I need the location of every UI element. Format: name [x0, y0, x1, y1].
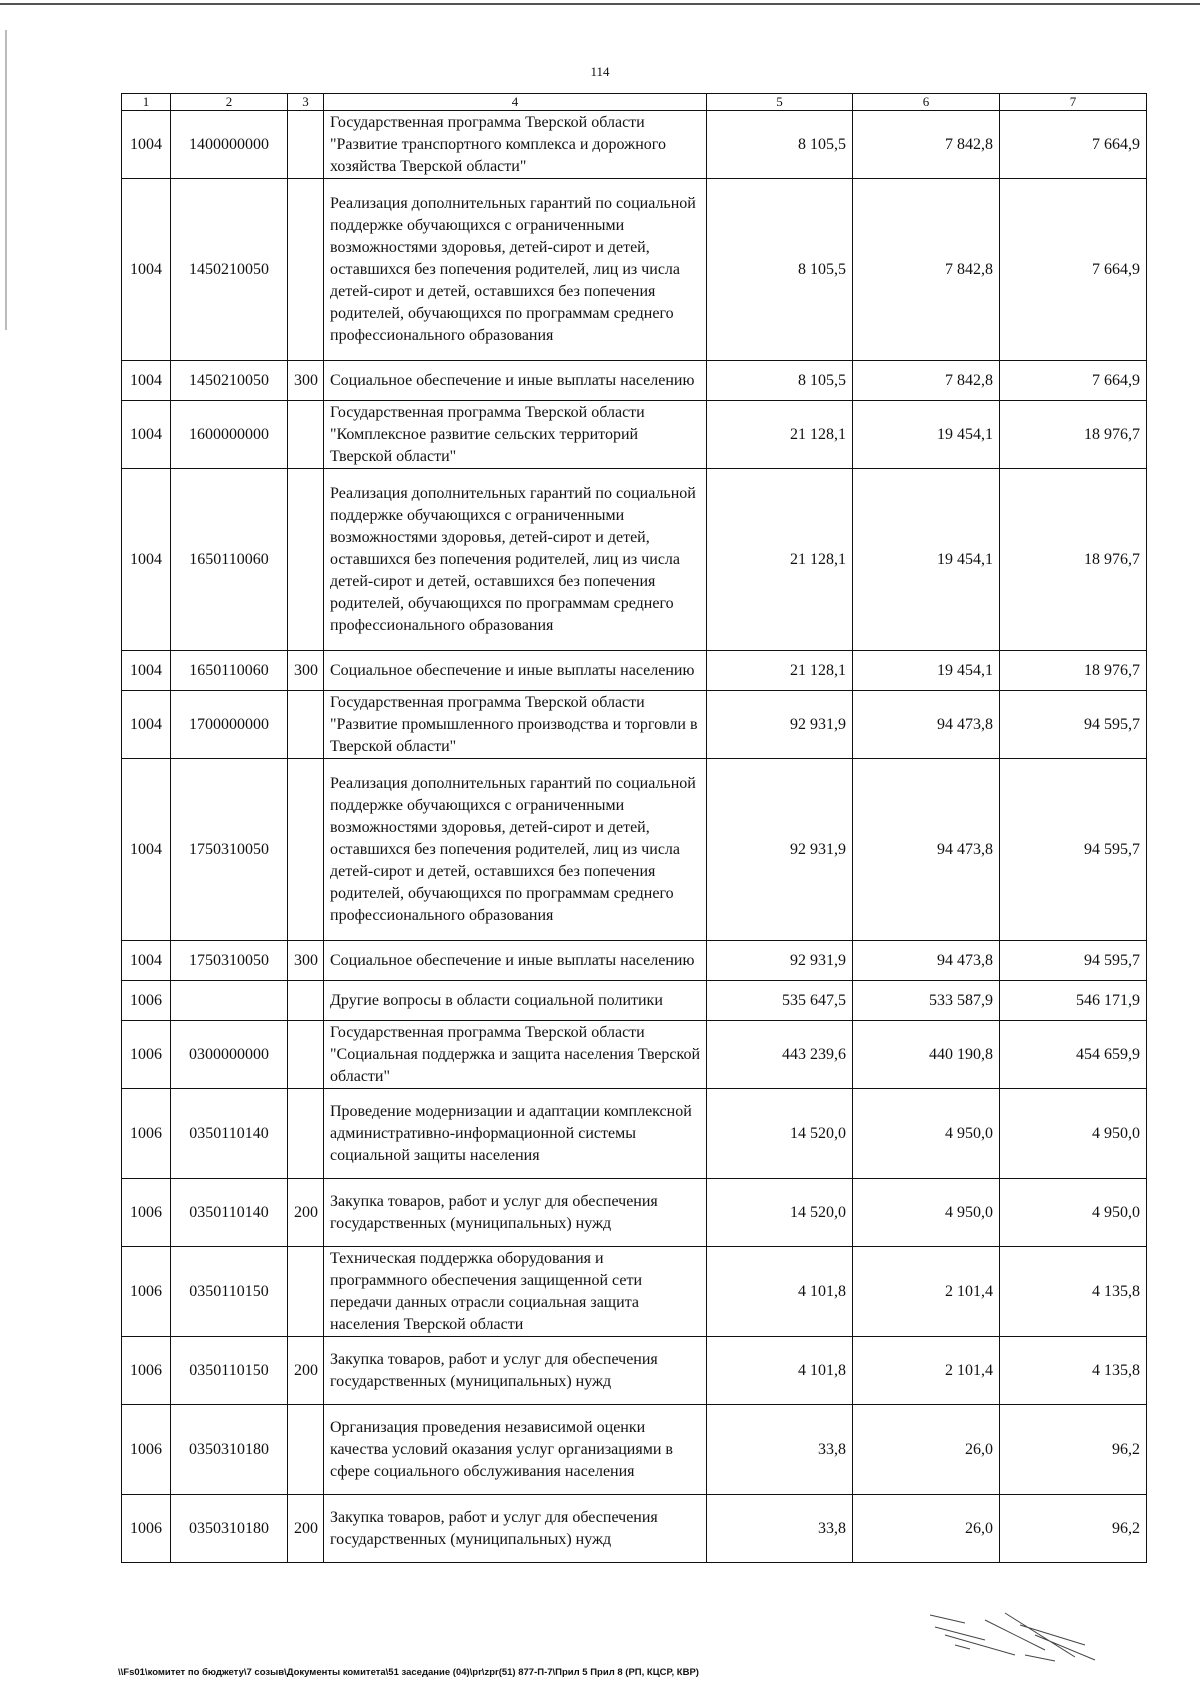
item-name-cell: Государственная программа Тверской области "Социальная поддержка и защита населения Тверской области": [324, 1021, 707, 1089]
table-row: [122, 1405, 1147, 1495]
expense-type-cell: [288, 981, 324, 1021]
item-name-cell: Проведение модернизации и адаптации комплексной административно-информационной системы социальной защиты населения: [324, 1089, 707, 1179]
target-code-cell: 1750310050: [171, 941, 288, 981]
section-code-cell: 1004: [122, 179, 171, 361]
col-header-1: 1: [122, 94, 171, 111]
item-name-cell: Техническая поддержка оборудования и программного обеспечения защищенной сети передачи данных отрасли социальная защита населения Тверской области: [324, 1247, 707, 1337]
target-code-cell: [171, 981, 288, 1021]
section-code-cell: 1004: [122, 691, 171, 759]
amount-col7-cell: 18 976,7: [1000, 469, 1147, 651]
amount-col7-cell: 7 664,9: [1000, 179, 1147, 361]
amount-col5-cell: 8 105,5: [707, 111, 853, 179]
amount-col7-cell: 96,2: [1000, 1495, 1147, 1563]
item-name-cell: Закупка товаров, работ и услуг для обеспечения государственных (муниципальных) нужд: [324, 1495, 707, 1563]
target-code-cell: 0350110140: [171, 1179, 288, 1247]
amount-col5-cell: 443 239,6: [707, 1021, 853, 1089]
section-code-cell: 1004: [122, 651, 171, 691]
amount-col6-cell: 4 950,0: [853, 1179, 1000, 1247]
amount-col7-cell: 4 950,0: [1000, 1089, 1147, 1179]
amount-col7-cell: 546 171,9: [1000, 981, 1147, 1021]
section-code-cell: 1004: [122, 361, 171, 401]
table-row: [122, 401, 1147, 469]
expense-type-cell: [288, 111, 324, 179]
expense-type-cell: 200: [288, 1495, 324, 1563]
top-border-line: [0, 3, 1200, 5]
amount-col7-cell: 94 595,7: [1000, 759, 1147, 941]
amount-col7-cell: 454 659,9: [1000, 1021, 1147, 1089]
amount-col7-cell: 18 976,7: [1000, 401, 1147, 469]
col-header-6: 6: [853, 94, 1000, 111]
target-code-cell: 0350310180: [171, 1405, 288, 1495]
section-code-cell: 1006: [122, 1247, 171, 1337]
amount-col6-cell: 26,0: [853, 1405, 1000, 1495]
amount-col6-cell: 4 950,0: [853, 1089, 1000, 1179]
amount-col5-cell: 535 647,5: [707, 981, 853, 1021]
amount-col6-cell: 533 587,9: [853, 981, 1000, 1021]
col-header-2: 2: [171, 94, 288, 111]
amount-col5-cell: 21 128,1: [707, 401, 853, 469]
signature-scribble: [925, 1605, 1105, 1665]
amount-col7-cell: 94 595,7: [1000, 691, 1147, 759]
amount-col5-cell: 4 101,8: [707, 1247, 853, 1337]
expense-type-cell: [288, 1021, 324, 1089]
amount-col5-cell: 4 101,8: [707, 1337, 853, 1405]
target-code-cell: 0300000000: [171, 1021, 288, 1089]
amount-col6-cell: 19 454,1: [853, 651, 1000, 691]
item-name-cell: Социальное обеспечение и иные выплаты населению: [324, 941, 707, 981]
section-code-cell: 1006: [122, 1405, 171, 1495]
amount-col6-cell: 7 842,8: [853, 179, 1000, 361]
section-code-cell: 1004: [122, 111, 171, 179]
section-code-cell: 1004: [122, 401, 171, 469]
expense-type-cell: 200: [288, 1179, 324, 1247]
amount-col6-cell: 2 101,4: [853, 1247, 1000, 1337]
item-name-cell: Государственная программа Тверской области "Развитие транспортного комплекса и дорожного хозяйства Тверской области": [324, 111, 707, 179]
amount-col5-cell: 92 931,9: [707, 941, 853, 981]
section-code-cell: 1006: [122, 1495, 171, 1563]
section-code-cell: 1004: [122, 469, 171, 651]
amount-col5-cell: 8 105,5: [707, 361, 853, 401]
target-code-cell: 1450210050: [171, 179, 288, 361]
amount-col6-cell: 440 190,8: [853, 1021, 1000, 1089]
amount-col5-cell: 33,8: [707, 1495, 853, 1563]
table-row: [122, 941, 1147, 981]
section-code-cell: 1006: [122, 1021, 171, 1089]
amount-col5-cell: 92 931,9: [707, 759, 853, 941]
amount-col6-cell: 26,0: [853, 1495, 1000, 1563]
amount-col6-cell: 94 473,8: [853, 941, 1000, 981]
amount-col6-cell: 2 101,4: [853, 1337, 1000, 1405]
table-row: [122, 469, 1147, 651]
expense-type-cell: [288, 691, 324, 759]
expense-type-cell: [288, 401, 324, 469]
file-path-footer: \\Fs01\комитет по бюджету\7 созыв\Документы комитета\51 заседание (04)\pr\zpr(51) 877-П-7\Прил 5 Прил 8 (РП, КЦСР, КВР): [118, 1667, 699, 1678]
amount-col7-cell: 96,2: [1000, 1405, 1147, 1495]
item-name-cell: Социальное обеспечение и иные выплаты населению: [324, 361, 707, 401]
item-name-cell: Организация проведения независимой оценки качества условий оказания услуг организациями в сфере социального обслуживания населения: [324, 1405, 707, 1495]
expense-type-cell: [288, 759, 324, 941]
amount-col7-cell: 4 135,8: [1000, 1247, 1147, 1337]
item-name-cell: Другие вопросы в области социальной политики: [324, 981, 707, 1021]
target-code-cell: 0350310180: [171, 1495, 288, 1563]
table-row: [122, 111, 1147, 179]
amount-col5-cell: 92 931,9: [707, 691, 853, 759]
amount-col6-cell: 7 842,8: [853, 361, 1000, 401]
expense-type-cell: 200: [288, 1337, 324, 1405]
expense-type-cell: 300: [288, 941, 324, 981]
section-code-cell: 1004: [122, 759, 171, 941]
amount-col7-cell: 7 664,9: [1000, 361, 1147, 401]
page-number: 114: [590, 64, 610, 79]
amount-col7-cell: 94 595,7: [1000, 941, 1147, 981]
target-code-cell: 1650110060: [171, 651, 288, 691]
item-name-cell: Реализация дополнительных гарантий по социальной поддержке обучающихся с ограниченными возможностями здоровья, детей-сирот и детей, оставшихся без попечения родителей, лиц из числа детей-сирот и детей, оставшихся без попечения родителей, обучающихся по программам среднего профессионального образования: [324, 179, 707, 361]
expense-type-cell: [288, 469, 324, 651]
expense-type-cell: [288, 1247, 324, 1337]
item-name-cell: Государственная программа Тверской области "Комплексное развитие сельских территорий Тверской области": [324, 401, 707, 469]
item-name-cell: Реализация дополнительных гарантий по социальной поддержке обучающихся с ограниченными возможностями здоровья, детей-сирот и детей, оставшихся без попечения родителей, лиц из числа детей-сирот и детей, оставшихся без попечения родителей, обучающихся по программам среднего профессионального образования: [324, 469, 707, 651]
amount-col6-cell: 19 454,1: [853, 401, 1000, 469]
table-row: [122, 1495, 1147, 1563]
amount-col7-cell: 4 950,0: [1000, 1179, 1147, 1247]
amount-col6-cell: 19 454,1: [853, 469, 1000, 651]
table-row: [122, 361, 1147, 401]
target-code-cell: 0350110140: [171, 1089, 288, 1179]
amount-col6-cell: 94 473,8: [853, 759, 1000, 941]
target-code-cell: 1400000000: [171, 111, 288, 179]
section-code-cell: 1006: [122, 1179, 171, 1247]
target-code-cell: 1700000000: [171, 691, 288, 759]
column-number-row: [122, 94, 1147, 111]
item-name-cell: Закупка товаров, работ и услуг для обеспечения государственных (муниципальных) нужд: [324, 1179, 707, 1247]
table-row: [122, 1337, 1147, 1405]
table-body: [122, 111, 1147, 1563]
target-code-cell: 0350110150: [171, 1337, 288, 1405]
amount-col7-cell: 4 135,8: [1000, 1337, 1147, 1405]
expense-type-cell: 300: [288, 651, 324, 691]
table-row: [122, 981, 1147, 1021]
amount-col5-cell: 21 128,1: [707, 469, 853, 651]
table-row: [122, 1179, 1147, 1247]
col-header-7: 7: [1000, 94, 1147, 111]
item-name-cell: Закупка товаров, работ и услуг для обеспечения государственных (муниципальных) нужд: [324, 1337, 707, 1405]
target-code-cell: 0350110150: [171, 1247, 288, 1337]
table-row: [122, 759, 1147, 941]
amount-col5-cell: 33,8: [707, 1405, 853, 1495]
section-code-cell: 1004: [122, 941, 171, 981]
expense-type-cell: 300: [288, 361, 324, 401]
table-row: [122, 651, 1147, 691]
target-code-cell: 1750310050: [171, 759, 288, 941]
col-header-3: 3: [288, 94, 324, 111]
table-row: [122, 691, 1147, 759]
item-name-cell: Социальное обеспечение и иные выплаты населению: [324, 651, 707, 691]
expense-type-cell: [288, 1405, 324, 1495]
budget-table: [121, 93, 1147, 1563]
amount-col5-cell: 14 520,0: [707, 1179, 853, 1247]
table-row: [122, 179, 1147, 361]
target-code-cell: 1450210050: [171, 361, 288, 401]
amount-col5-cell: 14 520,0: [707, 1089, 853, 1179]
table-row: [122, 1247, 1147, 1337]
amount-col7-cell: 7 664,9: [1000, 111, 1147, 179]
item-name-cell: Реализация дополнительных гарантий по социальной поддержке обучающихся с ограниченными возможностями здоровья, детей-сирот и детей, оставшихся без попечения родителей, лиц из числа детей-сирот и детей, оставшихся без попечения родителей, обучающихся по программам среднего профессионального образования: [324, 759, 707, 941]
expense-type-cell: [288, 1089, 324, 1179]
scan-margin-mark: [5, 30, 7, 330]
target-code-cell: 1650110060: [171, 469, 288, 651]
col-header-4: 4: [324, 94, 707, 111]
amount-col5-cell: 21 128,1: [707, 651, 853, 691]
section-code-cell: 1006: [122, 1337, 171, 1405]
col-header-5: 5: [707, 94, 853, 111]
table-row: [122, 1021, 1147, 1089]
amount-col7-cell: 18 976,7: [1000, 651, 1147, 691]
amount-col6-cell: 94 473,8: [853, 691, 1000, 759]
section-code-cell: 1006: [122, 1089, 171, 1179]
item-name-cell: Государственная программа Тверской области "Развитие промышленного производства и торговли в Тверской области": [324, 691, 707, 759]
section-code-cell: 1006: [122, 981, 171, 1021]
target-code-cell: 1600000000: [171, 401, 288, 469]
amount-col6-cell: 7 842,8: [853, 111, 1000, 179]
amount-col5-cell: 8 105,5: [707, 179, 853, 361]
table-row: [122, 1089, 1147, 1179]
expense-type-cell: [288, 179, 324, 361]
